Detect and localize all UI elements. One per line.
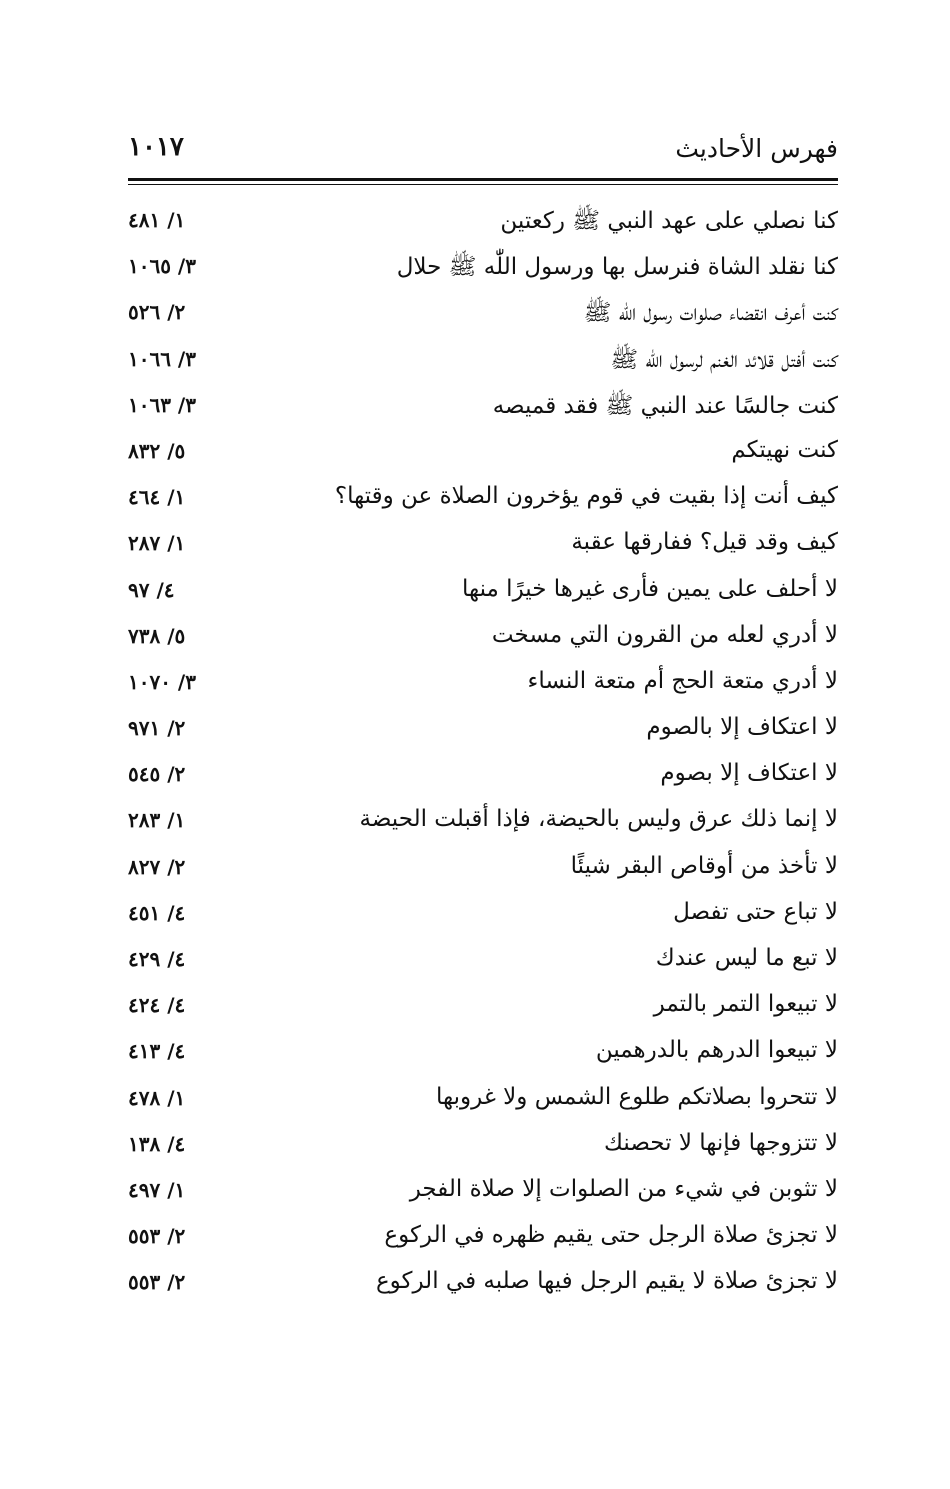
hadith-entry	[128, 431, 838, 477]
volume-page-reference: ١/ ٤٨١	[128, 208, 186, 232]
volume-page-reference: ٥/ ٨٣٢	[128, 438, 186, 463]
hadith-text: لا تبيعوا الدرهم بالدرهمين	[595, 1037, 838, 1064]
hadith-entry	[128, 292, 838, 338]
volume-page-reference: ٢/ ٨٢٧	[128, 854, 186, 879]
hadith-text: لا تتزوجها فإنها لا تحصنك	[604, 1129, 838, 1156]
hadith-entry	[128, 339, 838, 385]
volume-page-reference: ١/ ٤٧٨	[128, 1085, 186, 1110]
hadith-entry	[128, 847, 838, 893]
hadith-text: لا تثوبن في شيء من الصلوات إلا صلاة الفجر	[409, 1175, 838, 1202]
volume-page-reference: ٢/ ٥٥٣	[128, 1224, 186, 1249]
volume-page-reference: ٤/ ١٣٨	[128, 1131, 186, 1156]
hadith-entry	[128, 616, 838, 662]
volume-page-reference: ٥/ ٧٣٨	[128, 623, 186, 648]
header-rule-thin	[128, 184, 838, 185]
hadith-entry	[128, 200, 838, 246]
volume-page-reference: ١/ ٤٩٧	[128, 1177, 186, 1202]
volume-page-reference: ٢/ ٩٧١	[128, 716, 186, 741]
volume-page-reference: ٣/ ١٠٦٣	[128, 392, 196, 417]
hadith-text: كنت نهيتكم	[731, 436, 838, 463]
hadith-entry	[128, 570, 838, 616]
running-title: فهرس الأحاديث	[675, 134, 838, 163]
hadith-text: لا تأخذ من أوقاص البقر شيئًا	[570, 852, 838, 879]
hadith-entry	[128, 1170, 838, 1216]
hadith-entry	[128, 523, 838, 569]
hadith-entry	[128, 477, 838, 523]
hadith-text: كنت أفتل قلائد الغنم لرسول اللّٰه ﷺ	[610, 346, 838, 373]
header-rule	[128, 178, 838, 181]
hadith-text: كنا نقلد الشاة فنرسل بها ورسول اللّٰه ﷺ حلال	[396, 254, 838, 281]
volume-page-reference: ٢/ ٥٥٣	[128, 1270, 186, 1295]
hadith-text: كنت جالسًا عند النبي ﷺ فقد قميصه	[492, 392, 838, 419]
hadith-entry	[128, 1216, 838, 1262]
volume-page-reference: ٣/ ١٠٦٥	[128, 254, 196, 279]
hadith-text: لا اعتكاف إلا بصوم	[660, 760, 838, 787]
volume-page-reference: ٤/ ٤٥١	[128, 900, 186, 925]
volume-page-reference: ١/ ٢٨٧	[128, 531, 186, 556]
hadith-text: لا تجزئ صلاة الرجل حتى يقيم ظهره في الركوع	[384, 1222, 838, 1249]
volume-page-reference: ٢/ ٥٢٦	[128, 300, 186, 325]
hadith-text: لا تجزئ صلاة لا يقيم الرجل فيها صلبه في الركوع	[375, 1268, 838, 1295]
hadith-text: كنت أعرف انقضاء صلوات رسول اللّٰه ﷺ	[583, 300, 838, 327]
hadith-entry	[128, 1262, 838, 1308]
volume-page-reference: ٣/ ١٠٧٠	[128, 669, 196, 694]
page-number: ١٠١٧	[128, 132, 184, 162]
hadith-entry	[128, 1078, 838, 1124]
hadith-entry	[128, 1031, 838, 1077]
hadith-entry	[128, 800, 838, 846]
hadith-text: لا اعتكاف إلا بالصوم	[646, 714, 838, 741]
page-header	[128, 128, 838, 172]
hadith-text: لا تبيعوا التمر بالتمر	[653, 991, 838, 1018]
hadith-entry	[128, 893, 838, 939]
hadith-text: لا إنما ذلك عرق وليس بالحيضة، فإذا أقبلت الحيضة	[359, 806, 838, 833]
volume-page-reference: ٢/ ٥٤٥	[128, 762, 186, 787]
hadith-index-list	[128, 200, 838, 1309]
hadith-text: كنا نصلي على عهد النبي ﷺ ركعتين	[500, 208, 838, 234]
hadith-entry	[128, 985, 838, 1031]
volume-page-reference: ١/ ٢٨٣	[128, 808, 186, 833]
volume-page-reference: ٣/ ١٠٦٦	[128, 346, 196, 371]
volume-page-reference: ١/ ٤٦٤	[128, 485, 186, 510]
hadith-entry	[128, 754, 838, 800]
volume-page-reference: ٤/ ٤٢٤	[128, 993, 186, 1018]
hadith-text: لا تتحروا بصلاتكم طلوع الشمس ولا غروبها	[436, 1083, 838, 1110]
hadith-entry	[128, 385, 838, 431]
hadith-text: لا أدري متعة الحج أم متعة النساء	[527, 667, 838, 694]
hadith-entry	[128, 246, 838, 292]
volume-page-reference: ٤/ ٩٧	[128, 577, 175, 602]
hadith-entry	[128, 708, 838, 754]
hadith-text: كيف أنت إذا بقيت في قوم يؤخرون الصلاة عن وقتها؟	[334, 483, 838, 510]
hadith-text: كيف وقد قيل؟ ففارقها عقبة	[571, 529, 838, 556]
hadith-text: لا تباع حتى تفصل	[673, 898, 838, 925]
hadith-entry	[128, 662, 838, 708]
hadith-entry	[128, 939, 838, 985]
hadith-entry	[128, 1124, 838, 1170]
volume-page-reference: ٤/ ٤٢٩	[128, 947, 186, 971]
hadith-text: لا تبع ما ليس عندك	[655, 945, 838, 971]
volume-page-reference: ٤/ ٤١٣	[128, 1039, 186, 1064]
hadith-text: لا أدري لعله من القرون التي مسخت	[491, 621, 838, 648]
hadith-text: لا أحلف على يمين فأرى غيرها خيرًا منها	[462, 575, 838, 602]
